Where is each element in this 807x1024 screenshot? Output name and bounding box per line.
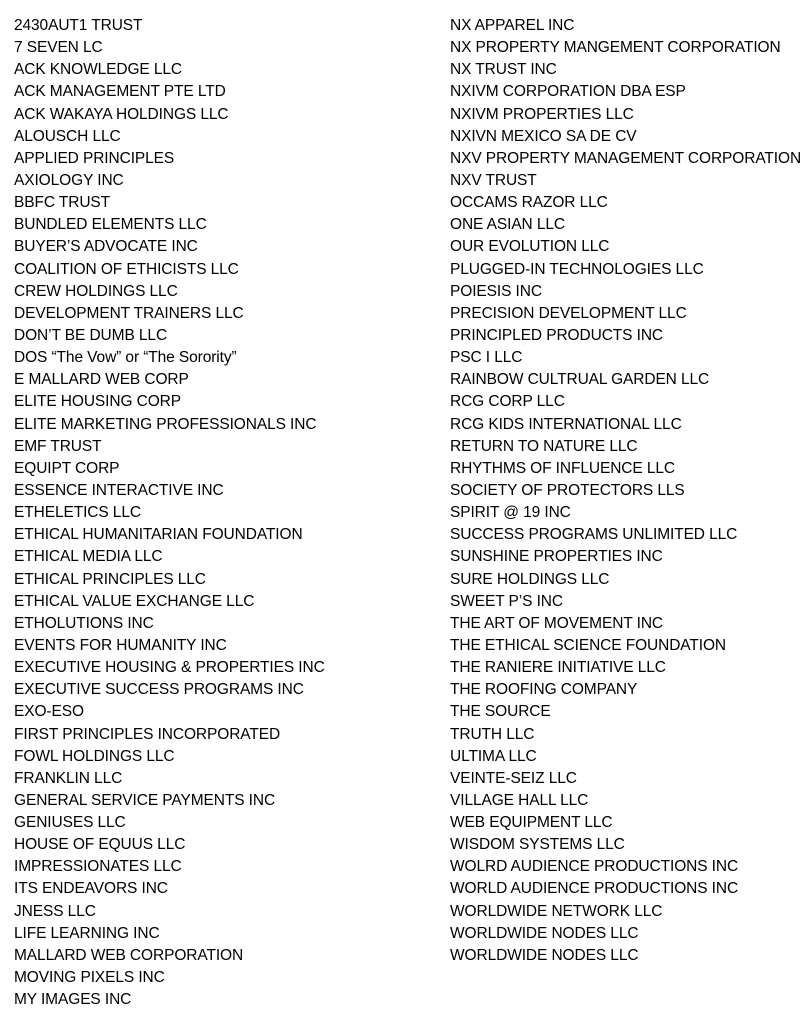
entity-name: MOVING PIXELS INC xyxy=(14,969,165,987)
entity-name: JNESS LLC xyxy=(14,902,96,920)
entity-name: SPIRIT @ 19 INC xyxy=(450,504,571,522)
entity-name: DEVELOPMENT TRAINERS LLC xyxy=(14,304,244,322)
entity-name: OUR EVOLUTION LLC xyxy=(450,238,610,256)
entity-name: NX PROPERTY MANGEMENT CORPORATION xyxy=(450,39,781,57)
entity-name: NX TRUST INC xyxy=(450,61,557,79)
entity-name: POIESIS INC xyxy=(450,282,542,300)
entity-name: NXV TRUST xyxy=(450,171,537,189)
entity-name: SUCCESS PROGRAMS UNLIMITED LLC xyxy=(450,526,738,544)
entity-name: EXECUTIVE SUCCESS PROGRAMS INC xyxy=(14,681,304,699)
entity-name: MALLARD WEB CORPORATION xyxy=(14,946,244,964)
entity-name: ETHICAL MEDIA LLC xyxy=(14,548,163,566)
entity-name: THE ROOFING COMPANY xyxy=(450,681,638,699)
entity-name: ETHICAL HUMANITARIAN FOUNDATION xyxy=(14,526,303,544)
entity-name: VEINTE-SEIZ LLC xyxy=(450,769,577,787)
entity-name: THE SOURCE xyxy=(450,703,551,721)
entity-name: ETHICAL VALUE EXCHANGE LLC xyxy=(14,592,255,610)
entity-name: ELITE MARKETING PROFESSIONALS INC xyxy=(14,415,317,433)
entity-name: GENERAL SERVICE PAYMENTS INC xyxy=(14,791,276,809)
entity-name: NX APPAREL INC xyxy=(450,17,575,34)
entity-name: AXIOLOGY INC xyxy=(14,171,124,189)
left-column-entity-list xyxy=(14,15,325,1011)
entity-name: NXV PROPERTY MANAGEMENT CORPORATION xyxy=(450,149,802,167)
entity-name: EQUIPT CORP xyxy=(14,459,120,477)
entity-name: 7 SEVEN LC xyxy=(14,39,103,57)
entity-name: SOCIETY OF PROTECTORS LLS xyxy=(450,481,685,499)
entity-name: THE RANIERE INITIATIVE LLC xyxy=(450,659,666,677)
entity-name: PSC I LLC xyxy=(450,349,523,367)
entity-name: ELITE HOUSING CORP xyxy=(14,393,182,411)
entity-name: VILLAGE HALL LLC xyxy=(450,791,589,809)
entity-name: ESSENCE INTERACTIVE INC xyxy=(14,481,224,499)
entity-name: APPLIED PRINCIPLES xyxy=(14,149,175,167)
entity-name: PRINCIPLED PRODUCTS INC xyxy=(450,326,664,344)
entity-name: BUYER’S ADVOCATE INC xyxy=(14,238,198,256)
entity-name: RETURN TO NATURE LLC xyxy=(450,437,638,455)
entity-name: EXECUTIVE HOUSING & PROPERTIES INC xyxy=(14,659,325,677)
entity-name: FRANKLIN LLC xyxy=(14,769,123,787)
entity-name: E MALLARD WEB CORP xyxy=(14,371,189,389)
entity-name: BBFC TRUST xyxy=(14,194,111,212)
entity-name: SURE HOLDINGS LLC xyxy=(450,570,610,588)
entity-name: NXIVM CORPORATION DBA ESP xyxy=(450,83,686,101)
entity-name: WOLRD AUDIENCE PRODUCTIONS INC xyxy=(450,858,739,876)
entity-name: RAINBOW CULTRUAL GARDEN LLC xyxy=(450,371,710,389)
entity-name: PRECISION DEVELOPMENT LLC xyxy=(450,304,687,322)
entity-name: SUNSHINE PROPERTIES INC xyxy=(450,548,663,566)
entity-name: ONE ASIAN LLC xyxy=(450,216,565,234)
entity-name: BUNDLED ELEMENTS LLC xyxy=(14,216,207,234)
entity-name: WORLD AUDIENCE PRODUCTIONS INC xyxy=(450,880,739,898)
entity-name: DOS “The Vow” or “The Sorority” xyxy=(14,349,237,367)
entity-name: LIFE LEARNING INC xyxy=(14,924,160,942)
entity-name: ACK MANAGEMENT PTE LTD xyxy=(14,83,226,101)
entity-name: RHYTHMS OF INFLUENCE LLC xyxy=(450,459,675,477)
entity-name: EMF TRUST xyxy=(14,437,102,455)
entity-name: ACK WAKAYA HOLDINGS LLC xyxy=(14,105,229,123)
entity-name: CREW HOLDINGS LLC xyxy=(14,282,178,300)
entity-name: ACK KNOWLEDGE LLC xyxy=(14,61,182,79)
entity-name: RCG CORP LLC xyxy=(450,393,565,411)
entity-name: COALITION OF ETHICISTS LLC xyxy=(14,260,239,278)
entity-name: ALOUSCH LLC xyxy=(14,127,121,145)
entity-name: EVENTS FOR HUMANITY INC xyxy=(14,636,227,654)
entity-name: PLUGGED-IN TECHNOLOGIES LLC xyxy=(450,260,704,278)
right-column-entity-list xyxy=(450,15,801,967)
entity-name: WORLDWIDE NETWORK LLC xyxy=(450,902,663,920)
entity-name: NXIVN MEXICO SA DE CV xyxy=(450,127,637,145)
entity-name: ETHOLUTIONS INC xyxy=(14,614,154,632)
entity-name: WORLDWIDE NODES LLC xyxy=(450,924,639,942)
entity-name: GENIUSES LLC xyxy=(14,814,126,832)
entity-name: WEB EQUIPMENT LLC xyxy=(450,814,613,832)
entity-name: ETHICAL PRINCIPLES LLC xyxy=(14,570,206,588)
entity-name: RCG KIDS INTERNATIONAL LLC xyxy=(450,415,682,433)
entity-name: SWEET P’S INC xyxy=(450,592,563,610)
entity-name: ETHELETICS LLC xyxy=(14,504,141,522)
entity-name: ITS ENDEAVORS INC xyxy=(14,880,168,898)
entity-name: 2430AUT1 TRUST xyxy=(14,17,143,34)
entity-name: OCCAMS RAZOR LLC xyxy=(450,194,608,212)
entity-name: IMPRESSIONATES LLC xyxy=(14,858,182,876)
entity-name: EXO-ESO xyxy=(14,703,84,721)
entity-name: DON’T BE DUMB LLC xyxy=(14,326,168,344)
entity-name: NXIVM PROPERTIES LLC xyxy=(450,105,634,123)
entity-name: THE ART OF MOVEMENT INC xyxy=(450,614,664,632)
entity-name: TRUTH LLC xyxy=(450,725,535,743)
entity-name: WORLDWIDE NODES LLC xyxy=(450,946,639,964)
entity-name: FOWL HOLDINGS LLC xyxy=(14,747,175,765)
entity-name: ULTIMA LLC xyxy=(450,747,537,765)
entity-name: FIRST PRINCIPLES INCORPORATED xyxy=(14,725,281,743)
entity-name: HOUSE OF EQUUS LLC xyxy=(14,836,186,854)
entity-name: WISDOM SYSTEMS LLC xyxy=(450,836,625,854)
entity-name: MY IMAGES INC xyxy=(14,991,132,1009)
entity-name: THE ETHICAL SCIENCE FOUNDATION xyxy=(450,636,727,654)
